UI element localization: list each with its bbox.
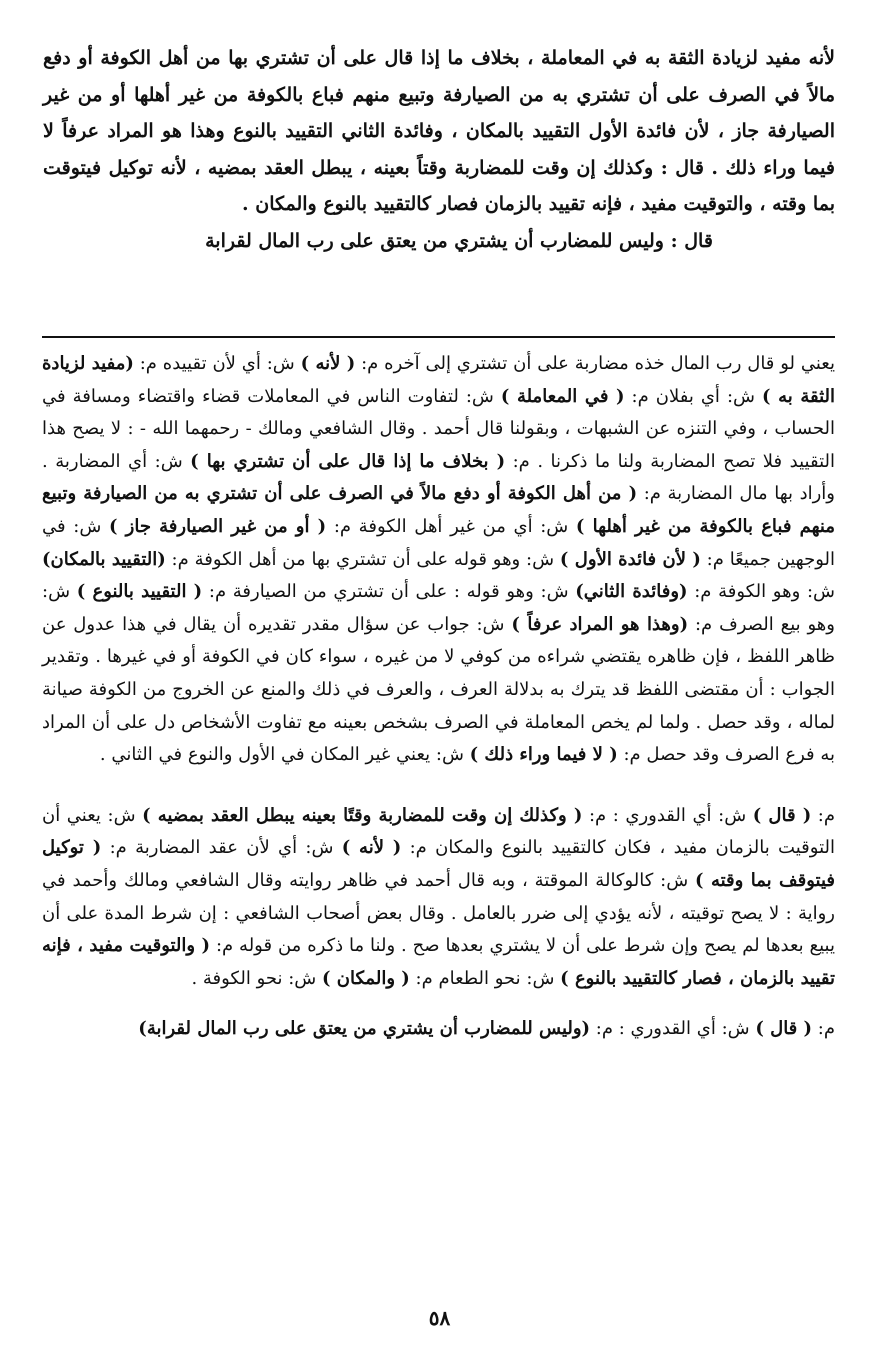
commentary-text: ش: أي المضاربة . وأراد بها مال المضاربة م: (42, 450, 835, 505)
commentary-text: ش: أي بفلان م: (624, 385, 763, 407)
main-text-closing-line: قال : وليس للمضارب أن يشتري من يعتق على رب المال لقرابة (205, 229, 713, 252)
commentary-text: ش: وهو قوله على أن تشتري بها من أهل الكوفة م: (165, 548, 560, 570)
quoted-main-text: (وفائدة الثاني) (575, 581, 688, 603)
commentary-text: ش: في الوجهين جميعًا م: (42, 515, 835, 570)
commentary-text: ش: أي القدوري : م: (582, 804, 753, 826)
quoted-main-text: ( في المعاملة ) (500, 385, 625, 407)
quoted-main-text: ( لأنه ) (300, 353, 356, 374)
quoted-main-text: ( لا فيما وراء ذلك ) (469, 744, 618, 766)
commentary-text: ش: يعني أن التوقيت بالزمان مفيد ، فكان كالتقييد بالنوع والمكان م: (42, 804, 835, 859)
commentary-text: ش: أي القدوري : م: (590, 1018, 756, 1040)
commentary (42, 348, 835, 1046)
quoted-main-text: (التقييد بالمكان) (42, 548, 166, 570)
commentary-paragraph-3 (42, 1013, 835, 1046)
commentary-text: ش: كالوكالة الموقتة ، وبه قال أحمد في ظاهر روايته وقال الشافعي ومالك وأحمد في رواية : لا يصح توقيته ، لأنه يؤدي إلى ضرر بالعامل . وقال بعض أصحاب الشافعي : إن شرط المدة على أن يبيع بعدها لم يصح وإن شرط على أن لا يشتري بعدها صح . ولنا ما ذكره من قوله م: (42, 869, 836, 957)
quoted-main-text: ( أو من غير الصيارفة جاز ) (108, 515, 327, 537)
quoted-main-text: (وهذا هو المراد عرفاً ) (511, 613, 689, 635)
commentary-text: ش: يعني غير المكان في الأول والنوع في الثاني . (99, 744, 470, 766)
main-text (43, 40, 835, 259)
commentary-text: ش: نحو الكوفة . (191, 967, 322, 989)
commentary-text: يعني لو قال رب المال خذه مضاربة على أن تشتري إلى آخره م: (355, 353, 835, 374)
quoted-main-text: ( لأن فائدة الأول ) (559, 548, 701, 570)
commentary-text: ش: أي لأن تقييده م: (133, 353, 301, 374)
commentary-text: ش: أي من غير أهل الكوفة م: (326, 515, 576, 537)
quoted-main-text: ( وكذلك إن وقت للمضاربة وقتًا بعينه يبطل العقد بمضيه ) (142, 804, 583, 826)
commentary-text: ش: وهو بيع الصرف م: (42, 581, 835, 635)
commentary-text: ش: لتفاوت الناس في المعاملات قضاء واقتضاء ومسافة في الحساب ، وفي التنزه عن الشبهات ، وبقولنا قال أحمد . وقال الشافعي ومالك - رحمهما الله - : لا يصح هذا التقييد فلا تصح المضاربة ولنا ما ذكرنا . م: (42, 385, 835, 472)
quoted-main-text: (وليس للمضارب أن يشتري من يعتق على رب المال لقرابة) (138, 1018, 591, 1040)
quoted-main-text: ( والتوقيت مفيد ، فإنه تقييد بالزمان ، فصار كالتقييد بالنوع ) (42, 935, 835, 989)
quoted-main-text: ( من أهل الكوفة أو دفع مالاً في الصرف على أن تشتري به من الصيارفة وتبيع منهم فباع بالكوفة من غير أهلها ) (42, 483, 835, 537)
separator-line (42, 336, 835, 338)
quoted-main-text: ( قال ) (755, 1018, 813, 1040)
commentary-text: ش: جواب عن سؤال مقدر تقديره أن يقال في هذا عدول عن ظاهر اللفظ ، فإن ظاهره يقتضي شراءه من كوفي لا من غيره ، سواء كان في الكوفة أو في غيرها . وتقدير الجواب : أن مقتضى اللفظ قد يترك به بدلالة العرف ، والعرف في ذلك والمنع عن الخروج من الكوفة صيانة لماله ، وقد حصل . ولما لم يخص المعاملة في الصرف بشخص بعينه مع تفاوت الأشخاص دل على أن المراد به فرع الصرف وقد حصل م: (42, 613, 835, 766)
commentary-text: ش: وهو الكوفة م: (687, 581, 835, 603)
quoted-main-text: ( توكيل فيتوقف بما وقته ) (42, 837, 835, 891)
quoted-main-text: (مفيد لزيادة الثقة به ) (42, 353, 835, 407)
quoted-main-text: ( التقييد بالنوع ) (76, 581, 203, 603)
commentary-paragraph-2 (42, 800, 835, 996)
commentary-paragraph-1 (42, 348, 835, 772)
quoted-main-text: ( بخلاف ما إذا قال على أن تشتري بها ) (190, 450, 506, 472)
commentary-text: ش: نحو الطعام م: (409, 967, 561, 989)
commentary-text: ش: أي لأن عقد المضاربة م: (101, 837, 342, 859)
quoted-main-text: ( لأنه ) (341, 837, 402, 859)
quoted-main-text: ( والمكان ) (322, 967, 410, 989)
quoted-main-text: ( قال ) (752, 804, 812, 826)
page-number: ٥٨ (428, 1306, 451, 1330)
commentary-text: م: (812, 1018, 835, 1040)
commentary-text: م: (811, 804, 836, 826)
commentary-text: ش: وهو قوله : على أن تشتري من الصيارفة م: (202, 581, 576, 603)
main-text-body: لأنه مفيد لزيادة الثقة به في المعاملة ، بخلاف ما إذا قال على أن تشتري بها من أهل الكوفة أو دفع مالاً في الصرف على أن تشتري به من الصيارفة وتبيع منهم فباع بالكوفة من غير أهلها أو من غير الصيارفة جاز ، لأن فائدة الأول التقييد بالمكان ، وفائدة الثاني التقييد بالنوع وهذا هو المراد عرفاً لا فيما وراء ذلك . قال : وكذلك إن وقت للمضاربة وقتاً بعينه ، يبطل العقد بمضيه ، لأنه توكيل فيتوقت بما وقته ، والتوقيت مفيد ، فإنه تقييد بالزمان فصار كالتقييد بالنوع والمكان . (43, 47, 835, 215)
